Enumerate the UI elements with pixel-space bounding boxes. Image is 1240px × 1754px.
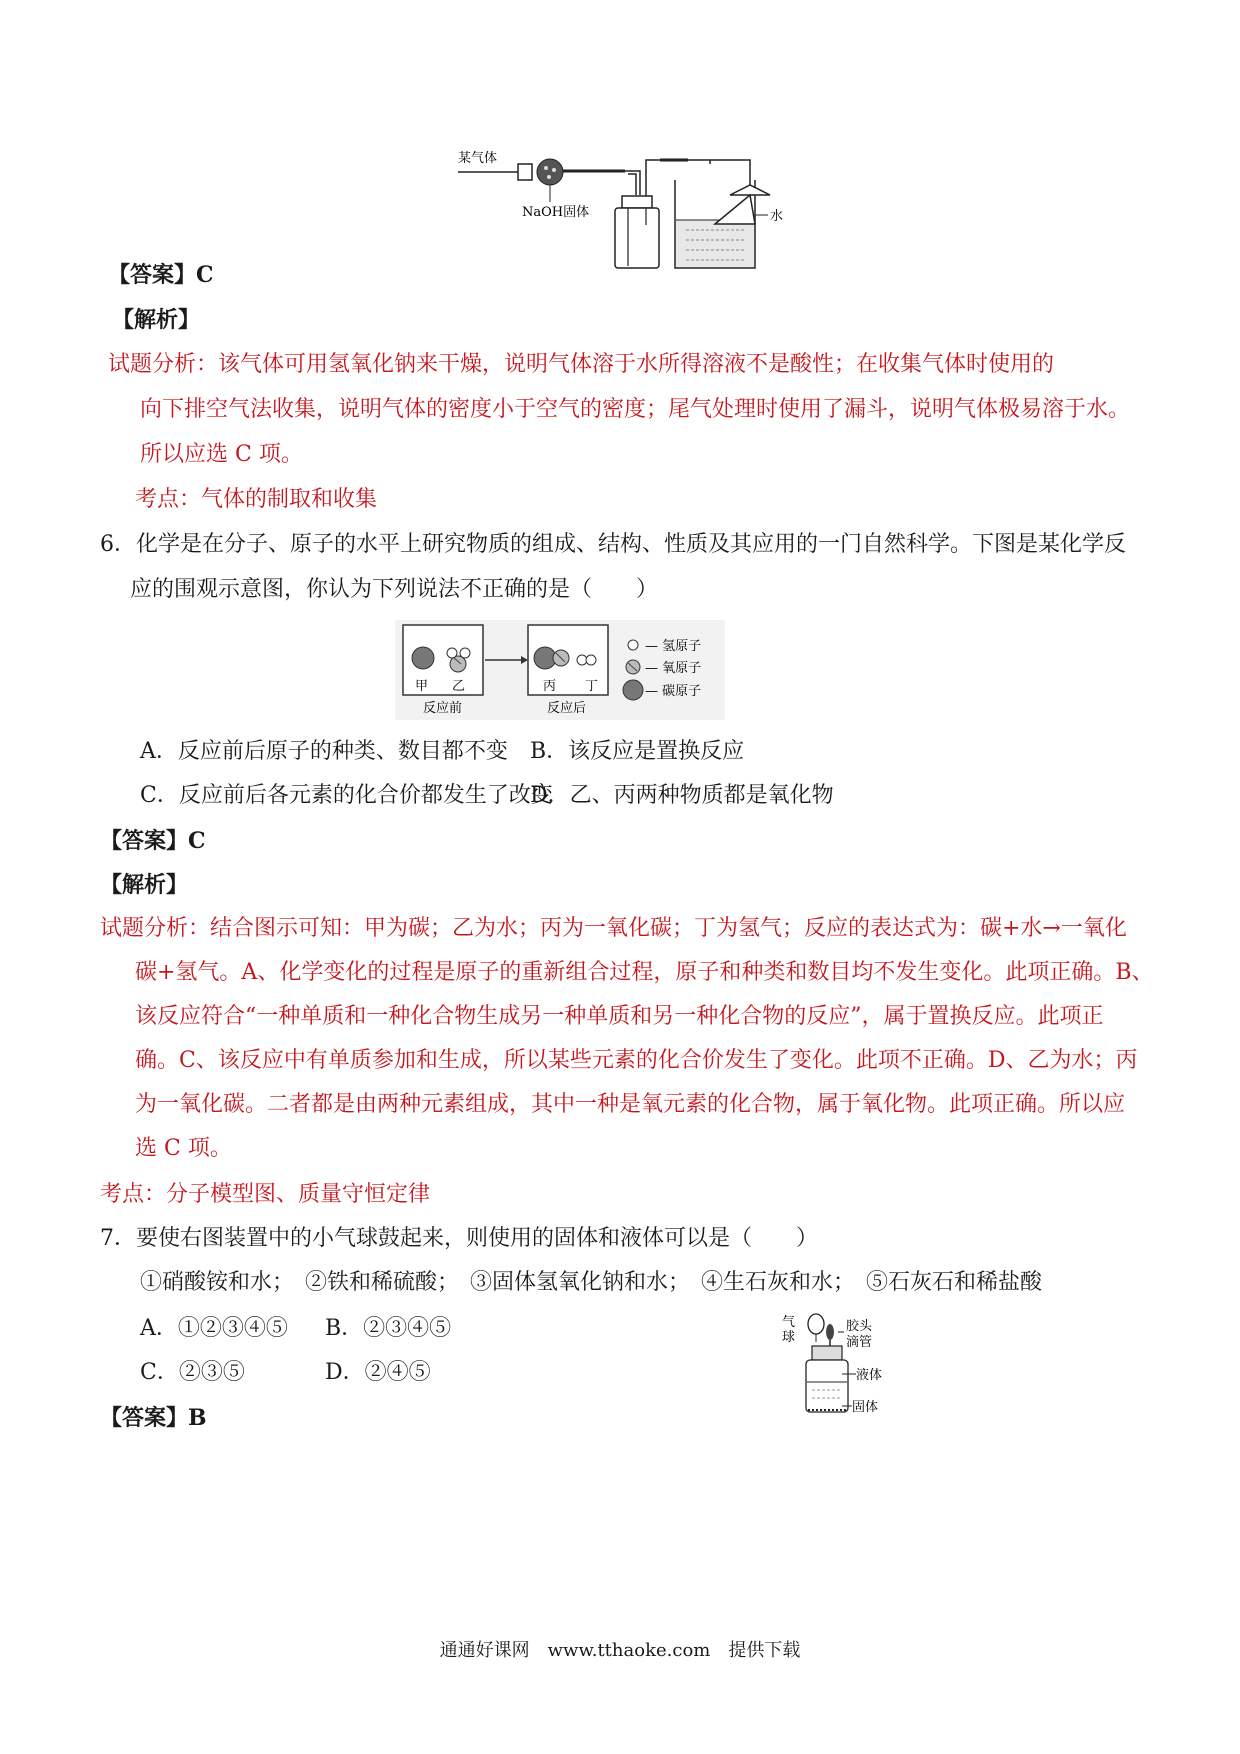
q6-option-b: B．该反应是置换反应 (530, 739, 745, 764)
label-after: 反应后 (547, 701, 587, 716)
q5-analysis-line-1: 试题分析：该气体可用氢氧化钠来干燥，说明气体溶于水所得溶液不是酸性；在收集气体时使用的 (108, 352, 1055, 377)
q5-analysis-heading: 【解析】 (112, 307, 201, 333)
balloon-apparatus-figure (780, 1310, 920, 1420)
balloon-label-2: 球 (782, 1330, 796, 1345)
balloon-label-1: 气 (782, 1315, 796, 1330)
label-yi: 乙 (452, 679, 466, 694)
q5-kaodian: 考点：气体的制取和收集 (135, 487, 378, 512)
q6-analysis-line-2: 碳+氢气。A、化学变化的过程是原子的重新组合过程，原子和种类和数目均不发生变化。此项正确。B、 (135, 960, 1154, 985)
q7-stem: 7．要使右图装置中的小气球鼓起来，则使用的固体和液体可以是（ ） (100, 1226, 818, 1251)
q7-answer: 【答案】B (100, 1405, 207, 1431)
label-before: 反应前 (423, 701, 463, 716)
page-footer: 通通好课网 www.tthaoke.com 提供下载 (439, 1640, 801, 1661)
q6-option-d: D．乙、丙两种物质都是氧化物 (530, 783, 834, 808)
q6-answer: 【答案】C (100, 828, 206, 854)
dropper-label-1: 胶头 (846, 1319, 873, 1334)
q6-analysis-line-4: 确。C、该反应中有单质参加和生成，所以某些元素的化合价发生了变化。此项不正确。D、乙为水；丙 (135, 1048, 1138, 1073)
legend-hydrogen: — 氢原子 (645, 639, 702, 654)
q5-answer: 【答案】C (108, 262, 214, 288)
q6-analysis-line-5: 为一氧化碳。二者都是由两种元素组成，其中一种是氧元素的化合物，属于氧化物。此项正确。所以应 (135, 1092, 1126, 1117)
q6-option-a: A．反应前后原子的种类、数目都不变 (140, 739, 508, 764)
legend-oxygen: — 氧原子 (645, 661, 702, 676)
q7-option-c: C．②③⑤ (140, 1360, 245, 1385)
solid-label: 固体 (852, 1400, 879, 1415)
q6-option-c: C．反应前后各元素的化合价都发生了改变 (140, 783, 553, 808)
q6-stem-line-1: 6．化学是在分子、原子的水平上研究物质的组成、结构、性质及其应用的一门自然科学。下图是某化学反 (100, 532, 1127, 557)
q6-analysis-heading: 【解析】 (100, 872, 189, 898)
q7-items: ①硝酸铵和水； ②铁和稀硫酸； ③固体氢氧化钠和水； ④生石灰和水； ⑤石灰石和稀盐酸 (140, 1270, 1043, 1295)
gas-apparatus-figure (450, 140, 810, 275)
q6-analysis-line-3: 该反应符合“一种单质和一种化合物生成另一种单质和另一种化合物的反应”，属于置换反应。此项正 (135, 1004, 1104, 1029)
q6-analysis-line-1: 试题分析：结合图示可知：甲为碳；乙为水；丙为一氧化碳；丁为氢气；反应的表达式为：碳+水→一氧化 (100, 916, 1127, 941)
q7-option-d: D．②④⑤ (325, 1360, 431, 1385)
q5-analysis-line-3: 所以应选 C 项。 (140, 442, 303, 467)
naoh-label: NaOH固体 (522, 205, 590, 220)
label-bing: 丙 (543, 679, 557, 694)
legend-carbon: — 碳原子 (645, 684, 702, 699)
q7-option-b: B．②③④⑤ (325, 1316, 452, 1341)
label-jia: 甲 (415, 679, 429, 694)
liquid-label: 液体 (856, 1368, 883, 1383)
label-ding: 丁 (585, 679, 599, 694)
q7-option-a: A．①②③④⑤ (140, 1316, 288, 1341)
q6-kaodian: 考点：分子模型图、质量守恒定律 (100, 1182, 431, 1207)
gas-label: 某气体 (458, 151, 498, 166)
water-label: 水 (770, 209, 784, 224)
dropper-label-2: 滴管 (846, 1335, 873, 1350)
q6-stem-line-2: 应的围观示意图，你认为下列说法不正确的是（ ） (130, 577, 659, 602)
reaction-model-figure (395, 620, 725, 720)
q6-analysis-line-6: 选 C 项。 (135, 1136, 232, 1161)
q5-analysis-line-2: 向下排空气法收集，说明气体的密度小于空气的密度；尾气处理时使用了漏斗，说明气体极易溶于水。 (140, 397, 1131, 422)
